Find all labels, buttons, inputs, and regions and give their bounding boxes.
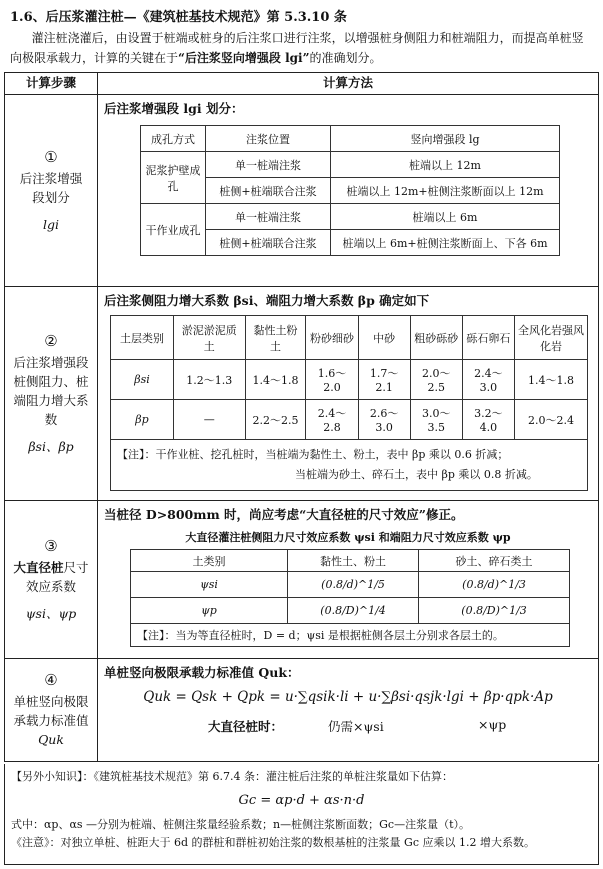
step1-r0-pos2: 桩侧+桩端联合注浆 bbox=[206, 178, 331, 204]
intro-text: 灌注桩浇灌后，由设置于桩端或桩身的后注浆口进行注浆，以增强桩身侧阻力和桩端阻力，而提高单桩竖向极限承载力，计算的关键在于 bbox=[10, 31, 584, 65]
step4-method bbox=[98, 659, 599, 762]
step3-cell bbox=[5, 501, 98, 659]
step2-h1: 淤泥淤泥质土 bbox=[174, 316, 246, 360]
step2-h6: 砾石卵石 bbox=[462, 316, 514, 360]
step4-num: ④ bbox=[44, 671, 58, 689]
intro-paragraph bbox=[10, 28, 594, 68]
step2-r0-v0: 1.2～1.3 bbox=[174, 360, 246, 400]
step2-h0: 土层类别 bbox=[111, 316, 174, 360]
step2-r0-v6: 1.4～1.8 bbox=[515, 360, 588, 400]
step3-h2: 砂土、碎石类土 bbox=[419, 550, 570, 572]
bottom-formula: Gc = αp·d + αs·n·d bbox=[238, 793, 365, 808]
step2-cell bbox=[5, 287, 98, 501]
intro-key: “后注浆竖向增强段 lgi” bbox=[178, 51, 310, 65]
step2-r1-v2: 2.4～2.8 bbox=[306, 400, 358, 440]
header-method: 计算方法 bbox=[98, 73, 599, 95]
main-table bbox=[4, 72, 599, 762]
step1-r0-method: 泥浆护壁成孔 bbox=[141, 152, 206, 204]
step2-r1-v5: 3.2～4.0 bbox=[462, 400, 514, 440]
step1-h2: 竖向增强段 lg bbox=[331, 126, 560, 152]
step2-h5: 粗砂砾砂 bbox=[410, 316, 462, 360]
step4-timesp: ×ψp bbox=[478, 717, 507, 732]
step4-heading: 单桩竖向极限承载力标准值 Quk： bbox=[104, 665, 300, 680]
step1-method bbox=[98, 95, 599, 287]
step3-table bbox=[130, 549, 570, 647]
step2-method bbox=[98, 287, 599, 501]
step1-h1: 注浆位置 bbox=[206, 126, 331, 152]
step1-r1-pos2: 桩侧+桩端联合注浆 bbox=[206, 230, 331, 256]
step2-r0-sym: βsi bbox=[111, 360, 174, 400]
step3-label-bold: 大直径桩 bbox=[13, 559, 64, 575]
step1-table bbox=[140, 125, 560, 256]
step1-r0-pos1: 单一桩端注浆 bbox=[206, 152, 331, 178]
step1-label: 后注浆增强段划分 bbox=[19, 170, 83, 205]
step2-note1: 【注】：干作业桩、挖孔桩时，当桩端为黏性土、粉土，表中 βp 乘以 0.6 折减； bbox=[117, 448, 509, 461]
step1-sym: lgi bbox=[43, 216, 59, 232]
step3-r0-a: (0.8/d)^1/5 bbox=[288, 572, 419, 598]
step2-note bbox=[111, 440, 588, 491]
step2-h2: 黏性土粉土 bbox=[245, 316, 306, 360]
step3-num: ③ bbox=[44, 536, 58, 555]
header-step: 计算步骤 bbox=[5, 73, 98, 95]
step4-sym: Quk bbox=[38, 732, 64, 747]
step2-r0-v5: 2.4～3.0 bbox=[462, 360, 514, 400]
step3-heading: 当桩径 D>800mm 时，尚应考虑“大直径桩的尺寸效应”修正。 bbox=[104, 507, 464, 522]
step1-r1-method: 干作业成孔 bbox=[141, 204, 206, 256]
step4-still: 仍需×ψsi bbox=[328, 719, 384, 734]
step2-num: ② bbox=[44, 331, 58, 350]
step3-r0-sym: ψsi bbox=[131, 572, 288, 598]
bottom-line2: 式中：αp、αs —分别为桩端、桩侧注浆量经验系数；n—桩侧注浆断面数；Gc—注浆量（t）。 bbox=[11, 818, 470, 831]
step2-r0-v4: 2.0～2.5 bbox=[410, 360, 462, 400]
step2-r0-v3: 1.7～2.1 bbox=[358, 360, 410, 400]
step2-r1-v6: 2.0～2.4 bbox=[515, 400, 588, 440]
step3-h0: 土类别 bbox=[131, 550, 288, 572]
step1-num: ① bbox=[44, 147, 58, 166]
step1-r0-val1: 桩端以上 12m bbox=[331, 152, 560, 178]
step2-r1-v3: 2.6～3.0 bbox=[358, 400, 410, 440]
bottom-line1: 【另外小知识】：《建筑桩基技术规范》第 6.7.4 条：灌注桩后注浆的单桩注浆量如下估算： bbox=[11, 770, 453, 783]
step3-caption: 大直径灌注桩侧阻力尺寸效应系数 ψsi 和端阻力尺寸效应系数 ψp bbox=[185, 531, 511, 544]
step2-heading: 后注浆侧阻力增大系数 βsi、端阻力增大系数 βp 确定如下 bbox=[104, 293, 430, 308]
step1-heading: 后注浆增强段 lgi 划分： bbox=[104, 101, 244, 116]
section-title: 1.6、后压浆灌注桩—《建筑桩基技术规范》第 5.3.10 条 bbox=[10, 10, 347, 25]
step3-r1-b: (0.8/D)^1/3 bbox=[419, 598, 570, 624]
step1-r1-val2: 桩端以上 6m+桩侧注浆断面上、下各 6m bbox=[331, 230, 560, 256]
step3-sym: ψsi、ψp bbox=[25, 605, 77, 621]
step4-large: 大直径桩时： bbox=[208, 719, 284, 734]
step2-r0-v2: 1.6～2.0 bbox=[306, 360, 358, 400]
bottom-line3: 《注意》：对独立单桩、桩距大于 6d 的群桩和群桩初始注浆的数根基桩的注浆量 Gc 应乘以 1.2 增大系数。 bbox=[11, 836, 535, 849]
extra-knowledge bbox=[4, 764, 599, 865]
step1-r1-val1: 桩端以上 6m bbox=[331, 204, 560, 230]
step1-r0-val2: 桩端以上 12m+桩侧注浆断面以上 12m bbox=[331, 178, 560, 204]
step3-r0-b: (0.8/d)^1/3 bbox=[419, 572, 570, 598]
step3-note: 【注】：当为等直径桩时，D = d；ψsi 是根据桩侧各层土分别求各层土的。 bbox=[131, 624, 570, 647]
step2-h4: 中砂 bbox=[358, 316, 410, 360]
step1-h0: 成孔方式 bbox=[141, 126, 206, 152]
step3-h1: 黏性土、粉土 bbox=[288, 550, 419, 572]
step1-cell bbox=[5, 95, 98, 287]
step4-label: 单桩竖向极限承载力标准值 bbox=[13, 694, 89, 728]
step2-r0-v1: 1.4～1.8 bbox=[245, 360, 306, 400]
step2-r1-v1: 2.2～2.5 bbox=[245, 400, 306, 440]
step4-formula: Quk = Qsk + Qpk = u·∑qsik·li + u·∑βsi·qsjk·lgi + βp·qpk·Ap bbox=[143, 689, 553, 705]
step3-r1-sym: ψp bbox=[131, 598, 288, 624]
step2-table bbox=[110, 315, 588, 491]
step2-r1-v0: — bbox=[174, 400, 246, 440]
step2-label: 后注浆增强段桩侧阻力、桩端阻力增大系数 bbox=[13, 354, 89, 427]
step3-method bbox=[98, 501, 599, 659]
step2-r1-v4: 3.0～3.5 bbox=[410, 400, 462, 440]
step2-h7: 全风化岩强风化岩 bbox=[515, 316, 588, 360]
step1-r1-pos1: 单一桩端注浆 bbox=[206, 204, 331, 230]
step2-r1-sym: βp bbox=[111, 400, 174, 440]
step4-cell bbox=[5, 659, 98, 762]
step2-sym: βsi、βp bbox=[28, 438, 74, 454]
step3-r1-a: (0.8/D)^1/4 bbox=[288, 598, 419, 624]
step4-large-row bbox=[98, 713, 598, 743]
step2-h3: 粉砂细砂 bbox=[306, 316, 358, 360]
step2-note2: 当桩端为砂土、碎石土，表中 βp 乘以 0.8 折减。 bbox=[295, 468, 538, 481]
intro-tail: 的准确划分。 bbox=[309, 51, 382, 65]
step3-label: 尺寸效应系数 bbox=[25, 559, 89, 594]
